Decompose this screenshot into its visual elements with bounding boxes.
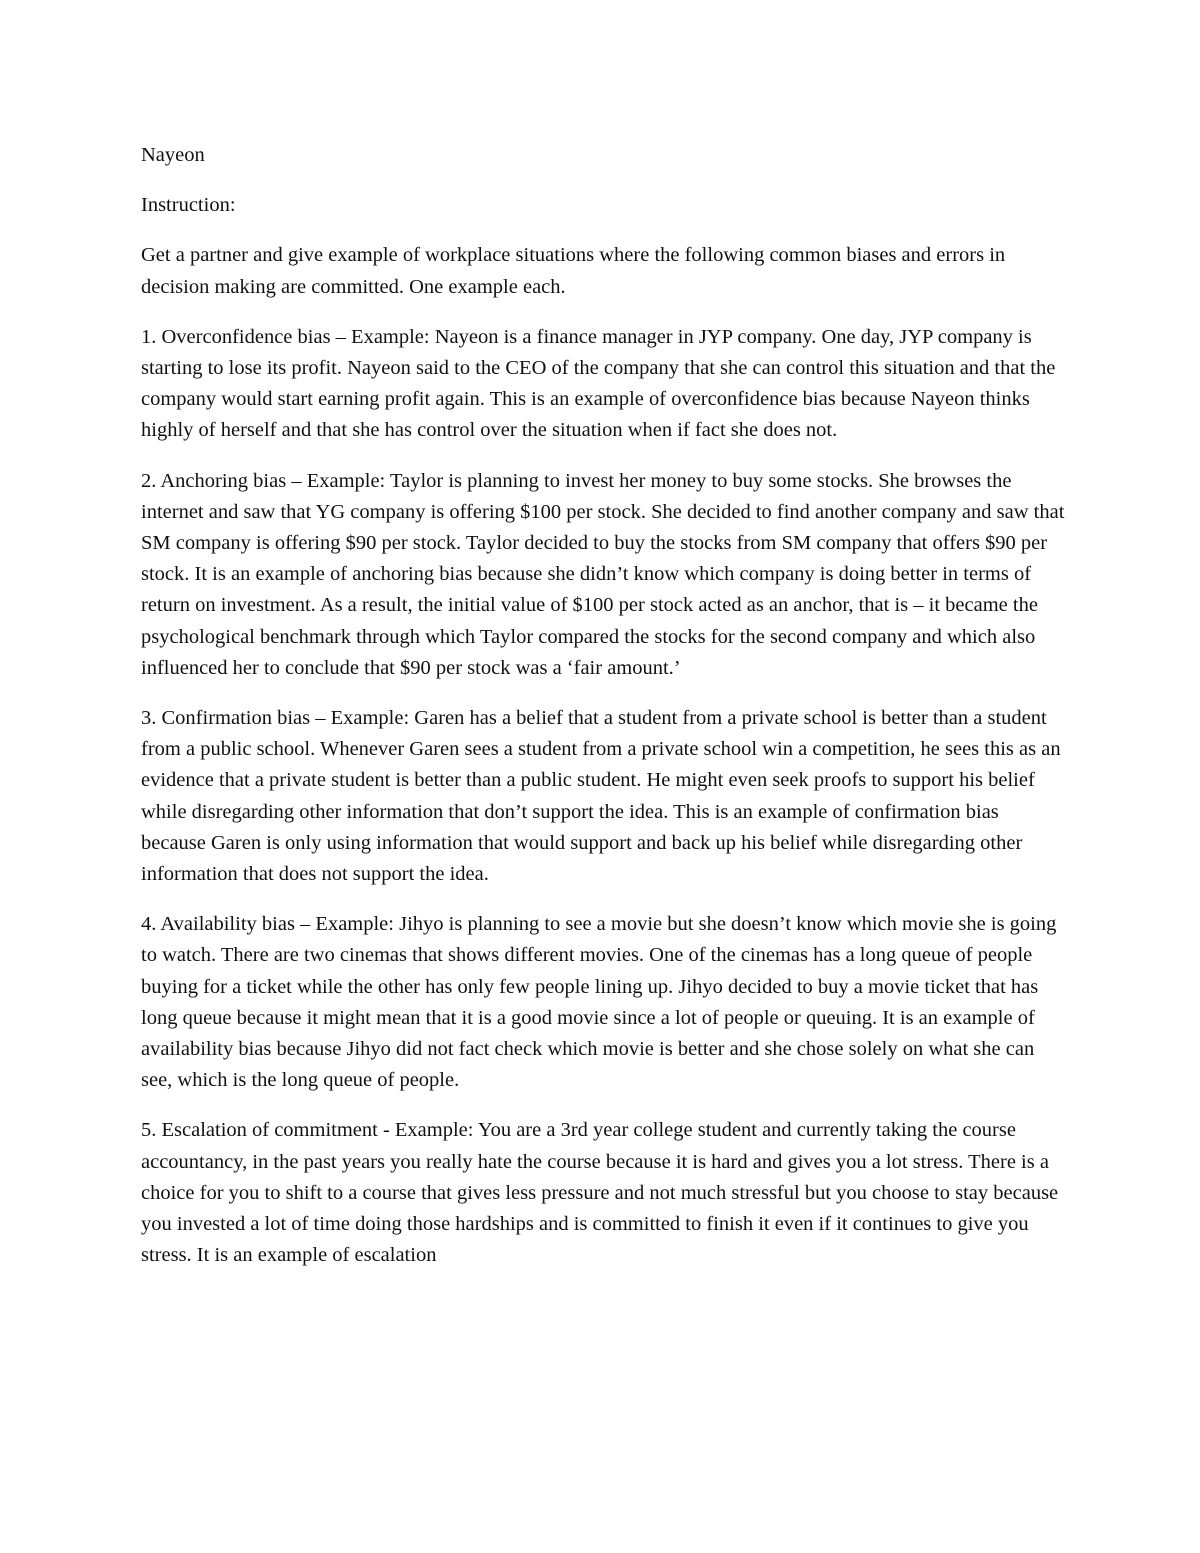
instruction-text: Get a partner and give example of workplace situations where the following common biases and errors in decision making are committed. One example each. <box>141 244 1006 298</box>
author-name: Nayeon <box>141 144 205 166</box>
example-overconfidence-bias: 1. Overconfidence bias – Example: Nayeon is a finance manager in JYP company. One day, JYP company is starting to lose its profit. Nayeon said to the CEO of the company that she can control this situation and that the company would start earning profit again. This is an example of overconfidence bias because Nayeon thinks highly of herself and that she has control over the situation when if fact she does not. <box>141 325 1056 442</box>
instruction-label: Instruction: <box>141 194 236 217</box>
example-escalation-of-commitment: 5. Escalation of commitment - Example: You are a 3rd year college student and currently taking the course accountancy, in the past years you really hate the course because it is hard and gives you a lot stress. There is a choice for you to shift to a course that gives less pressure and not much stressful but you choose to stay because you invested a lot of time doing those hardships and is committed to finish it even if it continues to give you stress. It is an example of escalation <box>141 1119 1059 1267</box>
example-availability-bias: 4. Availability bias – Example: Jihyo is planning to see a movie but she doesn’t know which movie she is going to watch. There are two cinemas that shows different movies. One of the cinemas has a long queue of people buying for a ticket while the other has only few people lining up. Jihyo decided to buy a movie ticket that has long queue because it might mean that it is a good movie since a lot of people or queuing. It is an example of availability bias because Jihyo did not fact check which movie is better and she chose solely on what she can see, which is the long queue of people. <box>141 913 1057 1092</box>
example-anchoring-bias: 2. Anchoring bias – Example: Taylor is planning to invest her money to buy some stocks. She browses the internet and saw that YG company is offering $100 per stock. She decided to find another company and saw that SM company is offering $90 per stock. Taylor decided to buy the stocks from SM company that offers $90 per stock. It is an example of anchoring bias because she didn’t know which company is doing better in terms of return on investment. As a result, the initial value of $100 per stock acted as an anchor, that is – it became the psychological benchmark through which Taylor compared the stocks for the second company and which also influenced her to conclude that $90 per stock was a ‘fair amount.’ <box>141 469 1065 679</box>
document-body <box>141 140 1066 1291</box>
example-confirmation-bias: 3. Confirmation bias – Example: Garen has a belief that a student from a private school is better than a student from a public school. Whenever Garen sees a student from a private school win a competition, he sees this as an evidence that a private student is better than a public student. He might even seek proofs to support his belief while disregarding other information that don’t support the idea. This is an example of confirmation bias because Garen is only using information that would support and back up his belief while disregarding other information that does not support the idea. <box>141 707 1061 886</box>
